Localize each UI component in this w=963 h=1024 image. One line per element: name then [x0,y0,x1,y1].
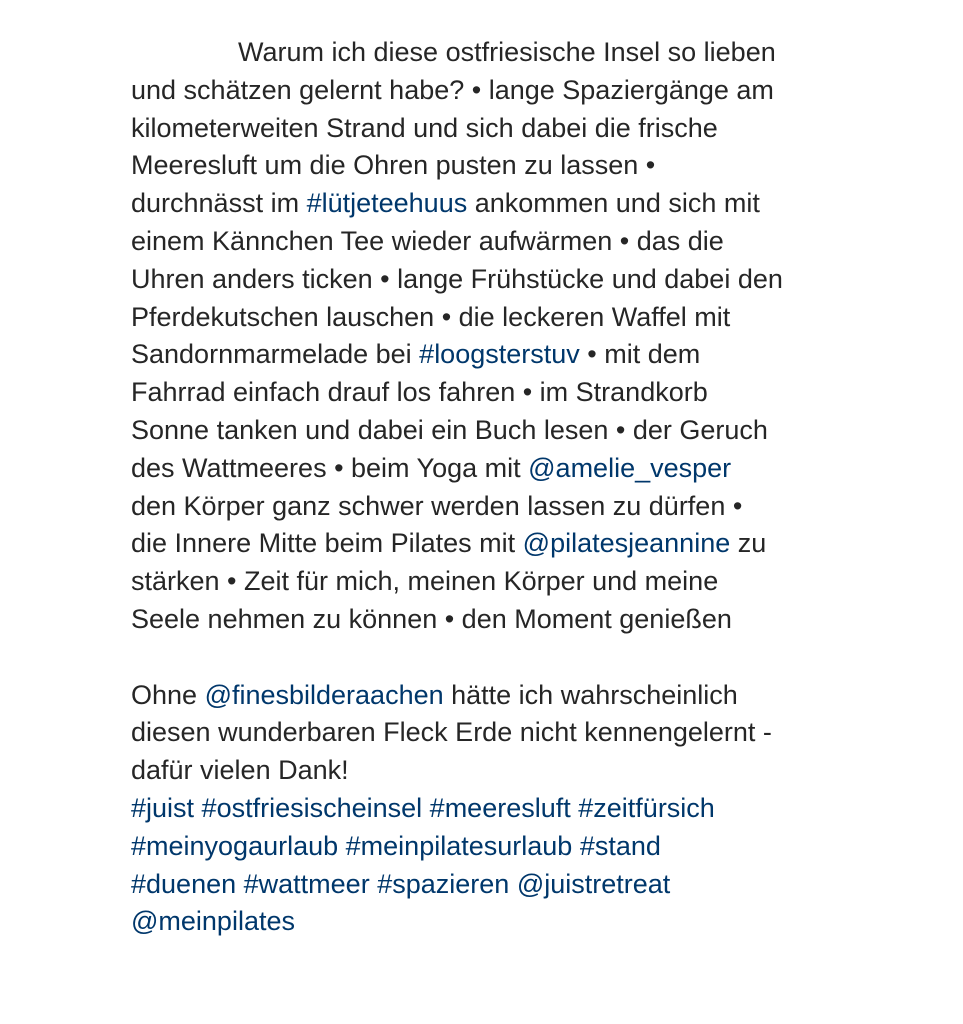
caption-text: Sonne tanken und dabei ein Buch lesen • der Geruch [131,414,768,445]
caption-text: diesen wunderbaren Fleck Erde nicht kennengelernt - [131,717,772,748]
caption-line [131,336,851,374]
caption-line [131,903,851,941]
caption-line [131,72,851,110]
caption-line [131,374,851,412]
caption-text: Uhren anders ticken • lange Frühstücke und dabei den [131,263,783,294]
caption-line [131,488,851,526]
caption-text: die Innere Mitte beim Pilates mit [131,528,523,559]
caption-text: Pferdekutschen lauschen • die leckeren Waffel mit [131,301,731,332]
post-caption [131,34,851,941]
caption-line [131,147,851,185]
caption-line [131,450,851,488]
caption-line [131,714,851,752]
hashtag-link[interactable]: #meeresluft [429,792,571,823]
caption-text: Meeresluft um die Ohren pusten zu lassen • [131,150,656,181]
caption-text: kilometerweiten Strand und sich dabei die frische [131,112,718,143]
hashtag-link[interactable]: #duenen [131,868,237,899]
caption-text [509,869,517,899]
caption-text: ankommen und sich mit [467,188,760,219]
caption-text: und schätzen gelernt habe? • lange Spaziergänge am [131,74,774,105]
caption-text [572,831,580,861]
hashtag-link[interactable]: #zeitfürsich [578,792,715,823]
caption-text [422,793,430,823]
caption-text: des Wattmeeres • beim Yoga mit [131,452,529,483]
caption-text: stärken • Zeit für mich, meinen Körper und meine [131,566,719,597]
mention-link[interactable]: @finesbilderaachen [204,679,444,710]
caption-text: hätte ich wahrscheinlich [443,679,738,710]
caption-text: Seele nehmen zu können • den Moment genießen [131,603,732,634]
caption-text: Fahrrad einfach drauf los fahren • im Strandkorb [131,377,708,408]
caption-line [131,828,851,866]
caption-line [131,299,851,337]
hashtag-link[interactable]: #stand [579,830,661,861]
caption-line [131,261,851,299]
caption-line [131,563,851,601]
hashtag-link[interactable]: #loogsterstuv [419,339,580,370]
hashtag-link[interactable]: #wattmeer [243,868,370,899]
mention-link[interactable]: @amelie_vesper [528,452,732,483]
caption-line [131,223,851,261]
caption-line [131,34,851,72]
caption-text [338,831,346,861]
mention-link[interactable]: @pilatesjeannine [522,528,731,559]
caption-text: • mit dem [579,339,701,370]
caption-text: dafür vielen Dank! [131,755,349,786]
caption-text: Warum ich diese ostfriesische Insel so lieben [238,37,776,67]
caption-line [131,601,851,639]
caption-text [194,793,202,823]
caption-line [131,110,851,148]
mention-link[interactable]: @juistretreat [516,868,671,899]
caption-text: den Körper ganz schwer werden lassen zu dürfen • [131,490,743,521]
caption-line [131,185,851,223]
caption-blank-line [131,639,851,677]
caption-line [131,790,851,828]
caption-line [131,525,851,563]
caption-line [131,677,851,715]
caption-text: zu [730,528,767,559]
caption-text: Ohne [131,679,205,710]
hashtag-link[interactable]: #lütjeteehuus [306,188,468,219]
hashtag-link[interactable]: #spazieren [377,868,510,899]
caption-line [131,412,851,450]
caption-text: einem Kännchen Tee wieder aufwärmen • das die [131,225,724,256]
hashtag-link[interactable]: #ostfriesischeinsel [201,792,423,823]
hashtag-link[interactable]: #meinpilatesurlaub [345,830,573,861]
caption-line [131,866,851,904]
caption-text: Sandornmarmelade bei [131,339,420,370]
caption-line [131,752,851,790]
caption-text [236,869,244,899]
caption-text: durchnässt im [131,188,307,219]
mention-link[interactable]: @meinpilates [131,906,295,937]
hashtag-link[interactable]: #meinyogaurlaub [131,830,339,861]
hashtag-link[interactable]: #juist [131,792,195,823]
